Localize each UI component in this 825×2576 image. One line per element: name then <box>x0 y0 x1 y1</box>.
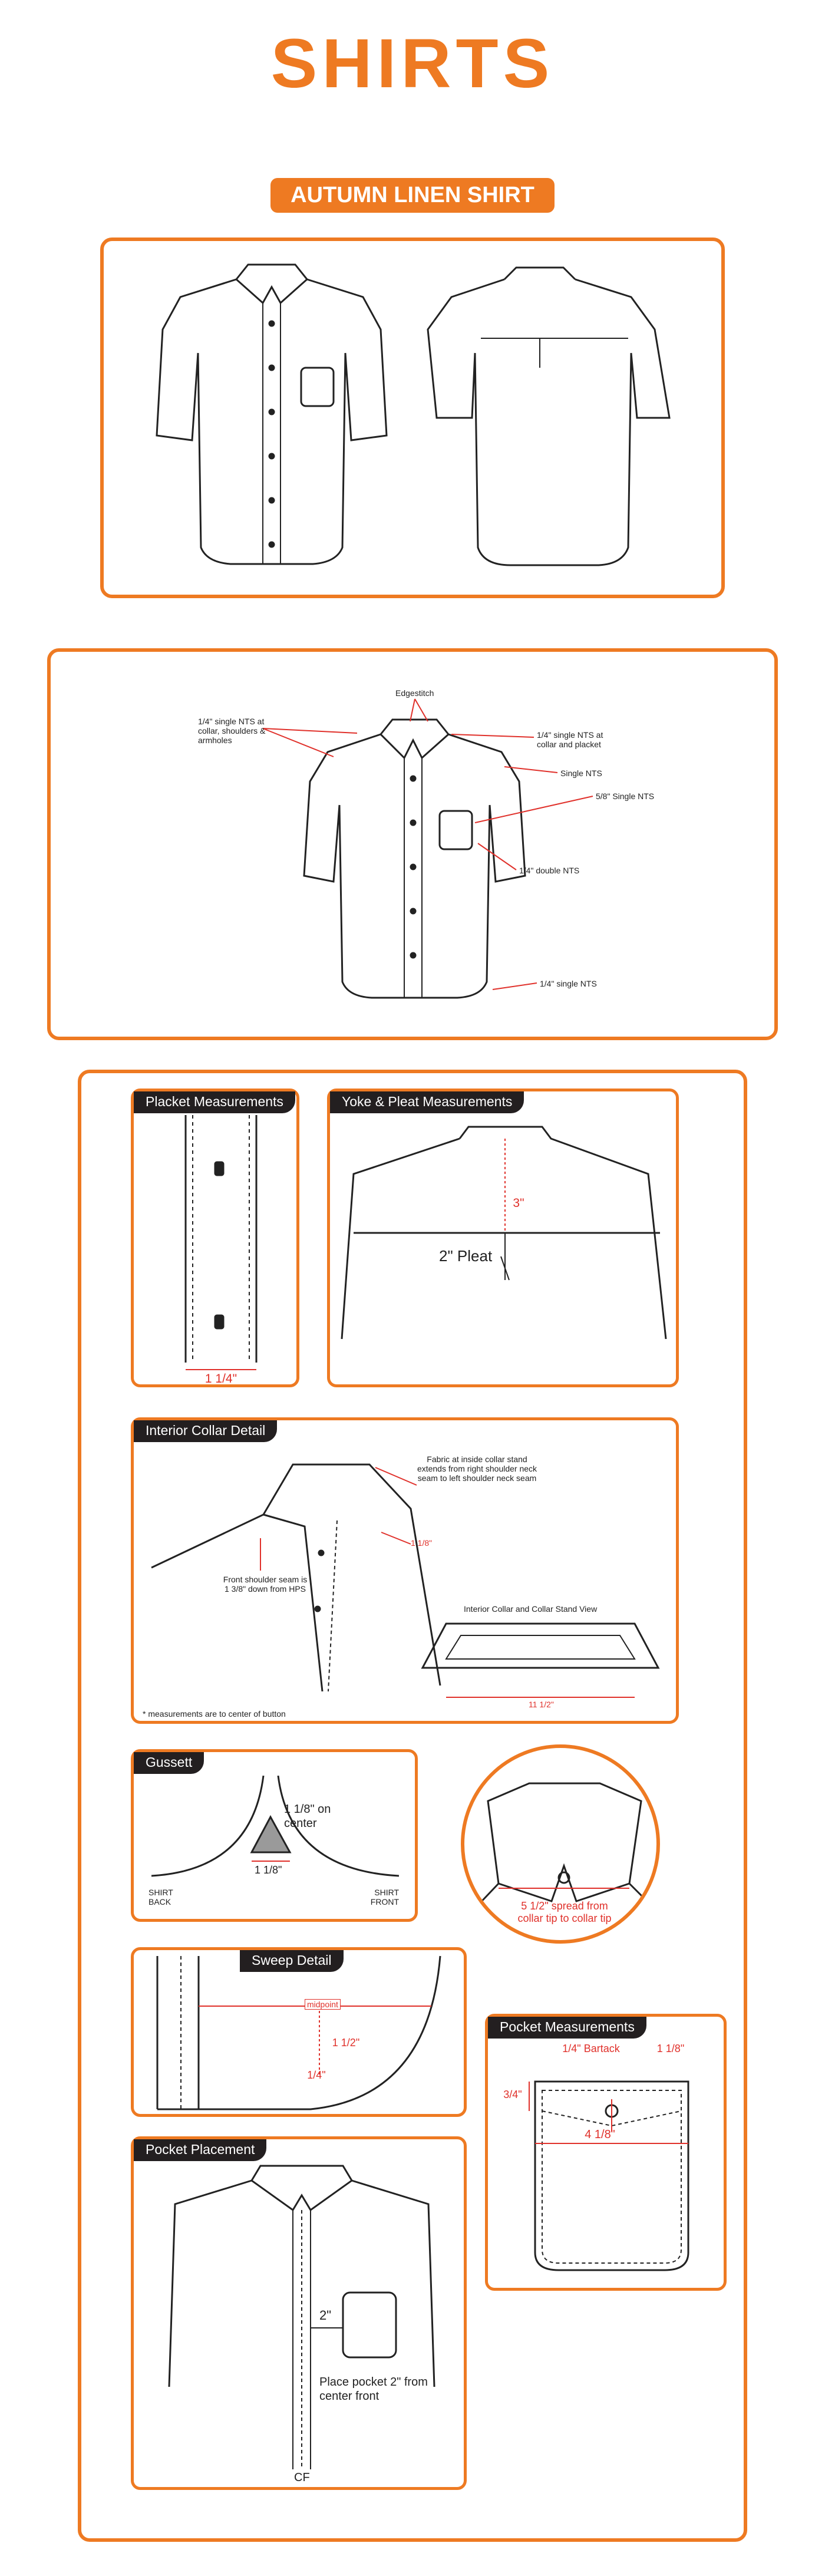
subtitle-wrap <box>0 178 825 213</box>
callout-hem-nts: 1/4" single NTS <box>540 979 597 988</box>
sweep-detail-box <box>131 1947 467 2117</box>
yoke-sketch <box>330 1091 682 1390</box>
collar-stand-measure: 1 1/8" <box>411 1538 433 1548</box>
collar-footnote: * measurements are to center of button <box>143 1709 286 1719</box>
collar-view-title: Interior Collar and Collar Stand View <box>464 1604 598 1614</box>
gussett-left-label: SHIRT BACK <box>148 1888 173 1907</box>
collar-fabric-note: Fabric at inside collar stand extends from right shoulder neck seam to left shoulder neck seam <box>417 1454 537 1483</box>
yoke-depth: 3" <box>513 1196 524 1210</box>
pocket-placement-sketch <box>134 2139 470 2493</box>
callout-collar-shoulders: 1/4" single NTS at collar, shoulders & armholes <box>198 717 266 745</box>
collar-tag: Interior Collar Detail <box>134 1420 277 1442</box>
pocket-side-label: 3/4" <box>503 2089 522 2100</box>
pocket-measurements-tag: Pocket Measurements <box>488 2017 646 2039</box>
yoke-tag: Yoke & Pleat Measurements <box>330 1091 524 1113</box>
pocket-measurements-box <box>485 2014 727 2291</box>
sweep-sketch <box>134 1950 470 2120</box>
interior-collar-box <box>131 1417 679 1724</box>
pocket-placement-box <box>131 2136 467 2490</box>
placket-sketch <box>134 1091 302 1390</box>
sweep-side-label: 1/4" <box>307 2069 326 2081</box>
callout-single-nts: Single NTS <box>560 768 602 778</box>
sweep-drop-label: 1 1/2" <box>332 2037 360 2049</box>
collar-shoulder-note: Front shoulder seam is 1 3/8" down from HPS <box>223 1575 308 1594</box>
pleat-label: 2" Pleat <box>439 1247 493 1265</box>
pocket-sketch <box>488 2017 730 2294</box>
callout-collar-placket: 1/4" single NTS at collar and placket <box>537 730 603 749</box>
placket-width: 1 1/4" <box>204 1372 237 1386</box>
gussett-tag: Gussett <box>134 1752 204 1774</box>
pocket-placement-tag: Pocket Placement <box>134 2139 266 2161</box>
pocket-width-label: 4 1/8" <box>585 2128 615 2141</box>
gussett-center-label: 1 1/8" on center <box>284 1803 331 1830</box>
sweep-tag: Sweep Detail <box>240 1950 344 1972</box>
collar-spread-label: 5 1/2" spread from collar tip to collar tip <box>517 1900 612 1924</box>
flats-panel <box>100 238 725 598</box>
collar-sketch <box>134 1420 682 1727</box>
stitch-detail-sketch <box>51 652 781 1044</box>
pocket-bartack-label: 1/4" Bartack <box>562 2043 620 2054</box>
placket-measurements-box <box>131 1089 299 1387</box>
gussett-right-label: SHIRT FRONT <box>370 1888 399 1907</box>
gussett-bottom-label: 1 1/8" <box>255 1864 282 1876</box>
stitch-callouts-panel <box>47 648 778 1040</box>
pocket-top-label: 1 1/8" <box>656 2043 685 2054</box>
page-title: SHIRTS <box>270 25 555 103</box>
callout-double-nts: 1/4" double NTS <box>519 866 580 875</box>
placket-tag: Placket Measurements <box>134 1091 295 1113</box>
callout-5-8-single: 5/8" Single NTS <box>596 791 655 801</box>
collar-width-measure: 11 1/2" <box>529 1700 554 1709</box>
gussett-box <box>131 1749 418 1922</box>
pocket-placement-note: Place pocket 2" from center front <box>319 2376 428 2403</box>
callout-edgestitch: Edgestitch <box>395 688 434 698</box>
front-shirt-sketch <box>157 265 387 564</box>
back-shirt-sketch <box>428 268 669 565</box>
center-front-label: CF <box>294 2471 310 2484</box>
yoke-pleat-box <box>327 1089 679 1387</box>
style-name-badge: AUTUMN LINEN SHIRT <box>270 178 555 213</box>
front-back-flat-sketch <box>104 241 728 602</box>
pocket-distance-label: 2" <box>319 2308 332 2323</box>
collar-spread-circle <box>461 1744 660 1944</box>
sweep-midpoint-label: midpoint <box>305 1999 341 2010</box>
